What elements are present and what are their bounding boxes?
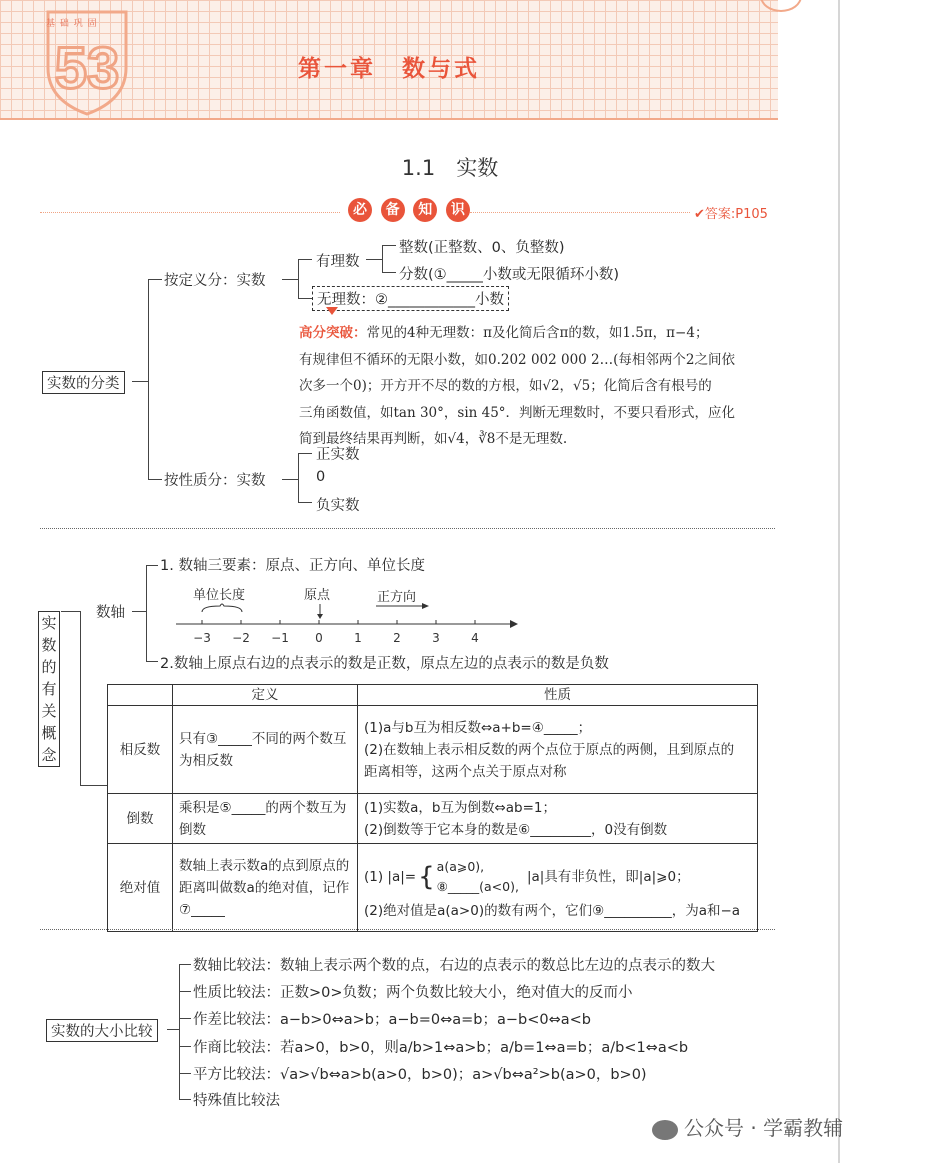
row-properties — [358, 844, 758, 932]
concepts-table — [107, 684, 758, 932]
watermark — [652, 1112, 843, 1141]
row-name: 相反数 — [108, 706, 173, 794]
table-header — [108, 685, 173, 706]
tree-line — [298, 259, 299, 299]
by-sign: 按性质分：实数 — [164, 473, 266, 489]
section-title: 1.1 实数 — [401, 156, 499, 180]
pointer-arrow-icon — [326, 307, 338, 315]
tree-line — [366, 259, 382, 260]
tick-label: 2 — [393, 631, 401, 645]
tree-line — [146, 565, 158, 566]
concepts-root-char: 实 — [41, 614, 57, 632]
tick-label: 0 — [315, 631, 323, 645]
tree-line — [80, 611, 81, 786]
tree-line — [282, 479, 298, 480]
tree-line — [179, 1046, 191, 1047]
definition-line: 倒数 — [179, 821, 206, 838]
comparison-item: 平方比较法：√a>√b⇔a>b(a>0，b>0)；a>√b⇔a²>b(a>0，b>0) — [193, 1067, 647, 1083]
tick-label: −2 — [232, 631, 250, 645]
comparison-item: 作商比较法：若a>0，b>0，则a/b>1⇔a>b；a/b=1⇔a=b；a/b<1⇔a<b — [193, 1040, 689, 1056]
tree-line — [382, 245, 383, 273]
concepts-root-char: 概 — [41, 724, 57, 742]
irrational-item: 无理数：②____________小数 — [312, 286, 509, 311]
unit-brace-icon — [202, 604, 242, 612]
comparison-root: 实数的大小比较 — [46, 1019, 158, 1042]
tick-label: 1 — [354, 631, 362, 645]
answer-ref-text: 答案:P105 — [704, 207, 768, 222]
negative-reals: 负实数 — [316, 498, 360, 514]
tick-label: 4 — [471, 631, 479, 645]
concepts-root-char: 关 — [41, 702, 57, 720]
breakthrough-label: 高分突破： — [299, 325, 367, 341]
table-row — [108, 844, 758, 932]
tree-line — [132, 381, 148, 382]
property-line: (1)实数a，b互为倒数⇔ab=1； — [364, 799, 557, 816]
banner-char: 必 — [348, 198, 372, 222]
tree-line — [132, 611, 146, 612]
by-definition: 按定义分：实数 — [164, 273, 266, 289]
comparison-item: 作差比较法：a−b>0⇔a>b；a−b=0⇔a=b；a−b<0⇔a<b — [193, 1012, 592, 1028]
banner-char: 识 — [446, 198, 470, 222]
answer-ref — [694, 203, 768, 222]
number-line-label: 数轴 — [96, 605, 125, 621]
concepts-root-char: 有 — [41, 680, 57, 698]
row-definition — [173, 794, 358, 844]
tree-line — [382, 245, 396, 246]
case-line: ⑧_____(a<0), — [436, 878, 519, 894]
tree-line — [167, 1029, 179, 1030]
row-definition — [173, 844, 358, 932]
definition-line: 距离叫做数a的绝对值，记作 — [179, 879, 350, 896]
comparison-item: 特殊值比较法 — [193, 1093, 280, 1109]
tree-line — [298, 502, 312, 503]
three-elements: 1. 数轴三要素：原点、正方向、单位长度 — [160, 558, 425, 574]
case-line: a(a⩾0), — [436, 858, 485, 874]
tree-line — [298, 259, 312, 260]
chapter-title: 第一章 数与式 — [298, 56, 480, 82]
abs-value-cases — [364, 854, 751, 900]
check-icon: ✔ — [694, 207, 705, 222]
property-line: (1)a与b互为相反数⇔a+b=④_____； — [364, 719, 592, 736]
tree-line — [80, 785, 107, 786]
tree-line — [148, 479, 162, 480]
tree-line — [298, 453, 299, 503]
comparison-item: 数轴比较法：数轴上表示两个数的点，右边的点表示的数总比左边的点表示的数大 — [193, 958, 715, 974]
tree-line — [61, 611, 81, 612]
tree-line — [179, 1099, 191, 1100]
tree-line — [382, 272, 396, 273]
fractions-item: 分数(①_____小数或无限循环小数) — [399, 267, 620, 283]
tree-line — [179, 1073, 191, 1074]
tree-line — [298, 298, 312, 299]
positive-reals: 正实数 — [316, 447, 360, 463]
direction-arrow-icon — [422, 603, 429, 609]
breakthrough-line: 常见的4种无理数：π及化简后含π的数，如1.5π，π−4； — [366, 325, 709, 341]
zero-item: 0 — [316, 469, 326, 485]
row-name: 倒数 — [108, 794, 173, 844]
tree-line — [148, 279, 149, 479]
table-header: 性质 — [358, 685, 758, 706]
banner-must-know — [346, 198, 472, 226]
table-row — [108, 794, 758, 844]
abs-def-prefix: (1) |a|= — [364, 868, 417, 885]
property-line: (2)在数轴上表示相反数的两个点位于原点的两侧，且到原点的 — [364, 741, 735, 758]
axis-arrow-icon — [510, 620, 518, 628]
table-header: 定义 — [173, 685, 358, 706]
breakthrough-note — [299, 320, 735, 453]
breakthrough-line: 三角函数值，如tan 30°，sin 45°．判断无理数时，不要只看形式，应化 — [299, 404, 736, 421]
row-name: 绝对值 — [108, 844, 173, 932]
tree-line — [282, 279, 298, 280]
sign-rule: 2.数轴上原点右边的点表示的数是正数，原点左边的点表示的数是负数 — [160, 656, 609, 672]
classification-root: 实数的分类 — [42, 371, 125, 394]
tick-label: −1 — [271, 631, 289, 645]
breakthrough-line: 简到最终结果再判断，如√4，∛8不是无理数. — [299, 431, 568, 447]
positive-direction-label: 正方向 — [377, 590, 417, 605]
concepts-root-char: 念 — [41, 746, 57, 764]
row-properties — [358, 706, 758, 794]
watermark-text: 公众号 · 学霸教辅 — [684, 1116, 844, 1140]
logo-number: 53 — [54, 36, 120, 101]
unit-length-label: 单位长度 — [193, 588, 246, 603]
tree-line — [179, 964, 180, 1099]
breakthrough-line: 次多一个0)；开方开不尽的数的方根，如√2，√5；化简后含有根号的 — [299, 378, 712, 394]
property-line: 距离相等，这两个点关于原点对称 — [364, 763, 567, 780]
tick-label: −3 — [193, 631, 211, 645]
banner-rule-left — [40, 212, 340, 213]
origin-label: 原点 — [304, 588, 331, 603]
row-definition — [173, 706, 358, 794]
breakthrough-line: 有规律但不循环的无限小数，如0.202 002 000 2…(每相邻两个2之间依 — [299, 351, 736, 368]
definition-line: 为相反数 — [179, 752, 233, 769]
tree-line — [148, 279, 162, 280]
section-divider — [40, 929, 775, 930]
origin-arrow-icon — [317, 614, 323, 619]
definition-line: 只有③_____不同的两个数互 — [179, 730, 347, 747]
rational-label: 有理数 — [316, 254, 360, 270]
banner-char: 备 — [381, 198, 405, 222]
section-divider — [40, 528, 775, 529]
tick-label: 3 — [432, 631, 440, 645]
comparison-item: 性质比较法：正数>0>负数；两个负数比较大小，绝对值大的反而小 — [193, 985, 633, 1001]
table-row — [108, 706, 758, 794]
tree-line — [179, 1018, 191, 1019]
banner-char: 知 — [413, 198, 437, 222]
definition-line: 乘积是⑤_____的两个数互为 — [179, 799, 347, 816]
definition-line: ⑦_____ — [179, 901, 225, 918]
logo-label: 基 础 巩 固 — [46, 19, 98, 29]
tree-line — [179, 964, 191, 965]
banner-rule-right — [470, 212, 690, 213]
integers-item: 整数(正整数、0、负整数) — [399, 240, 565, 256]
concepts-root-char: 数 — [41, 636, 57, 654]
concepts-root — [38, 611, 60, 767]
property-line: (2)倒数等于它本身的数是⑥_________，0没有倒数 — [364, 821, 668, 838]
row-properties — [358, 794, 758, 844]
tree-line — [298, 453, 312, 454]
table-header-row — [108, 685, 758, 706]
tree-line — [146, 661, 158, 662]
tree-line — [179, 991, 191, 992]
concepts-root-char: 的 — [41, 658, 57, 676]
brace-icon: { — [418, 861, 435, 892]
property-line: (2)绝对值是a(a>0)的数有两个，它们⑨__________，为a和−a — [364, 902, 741, 919]
wechat-icon — [652, 1120, 678, 1140]
nonnegative-note: |a|具有非负性，即|a|⩾0； — [526, 868, 690, 885]
definition-line: 数轴上表示数a的点到原点的 — [179, 857, 350, 874]
tree-line — [146, 565, 147, 662]
cases — [437, 857, 519, 897]
